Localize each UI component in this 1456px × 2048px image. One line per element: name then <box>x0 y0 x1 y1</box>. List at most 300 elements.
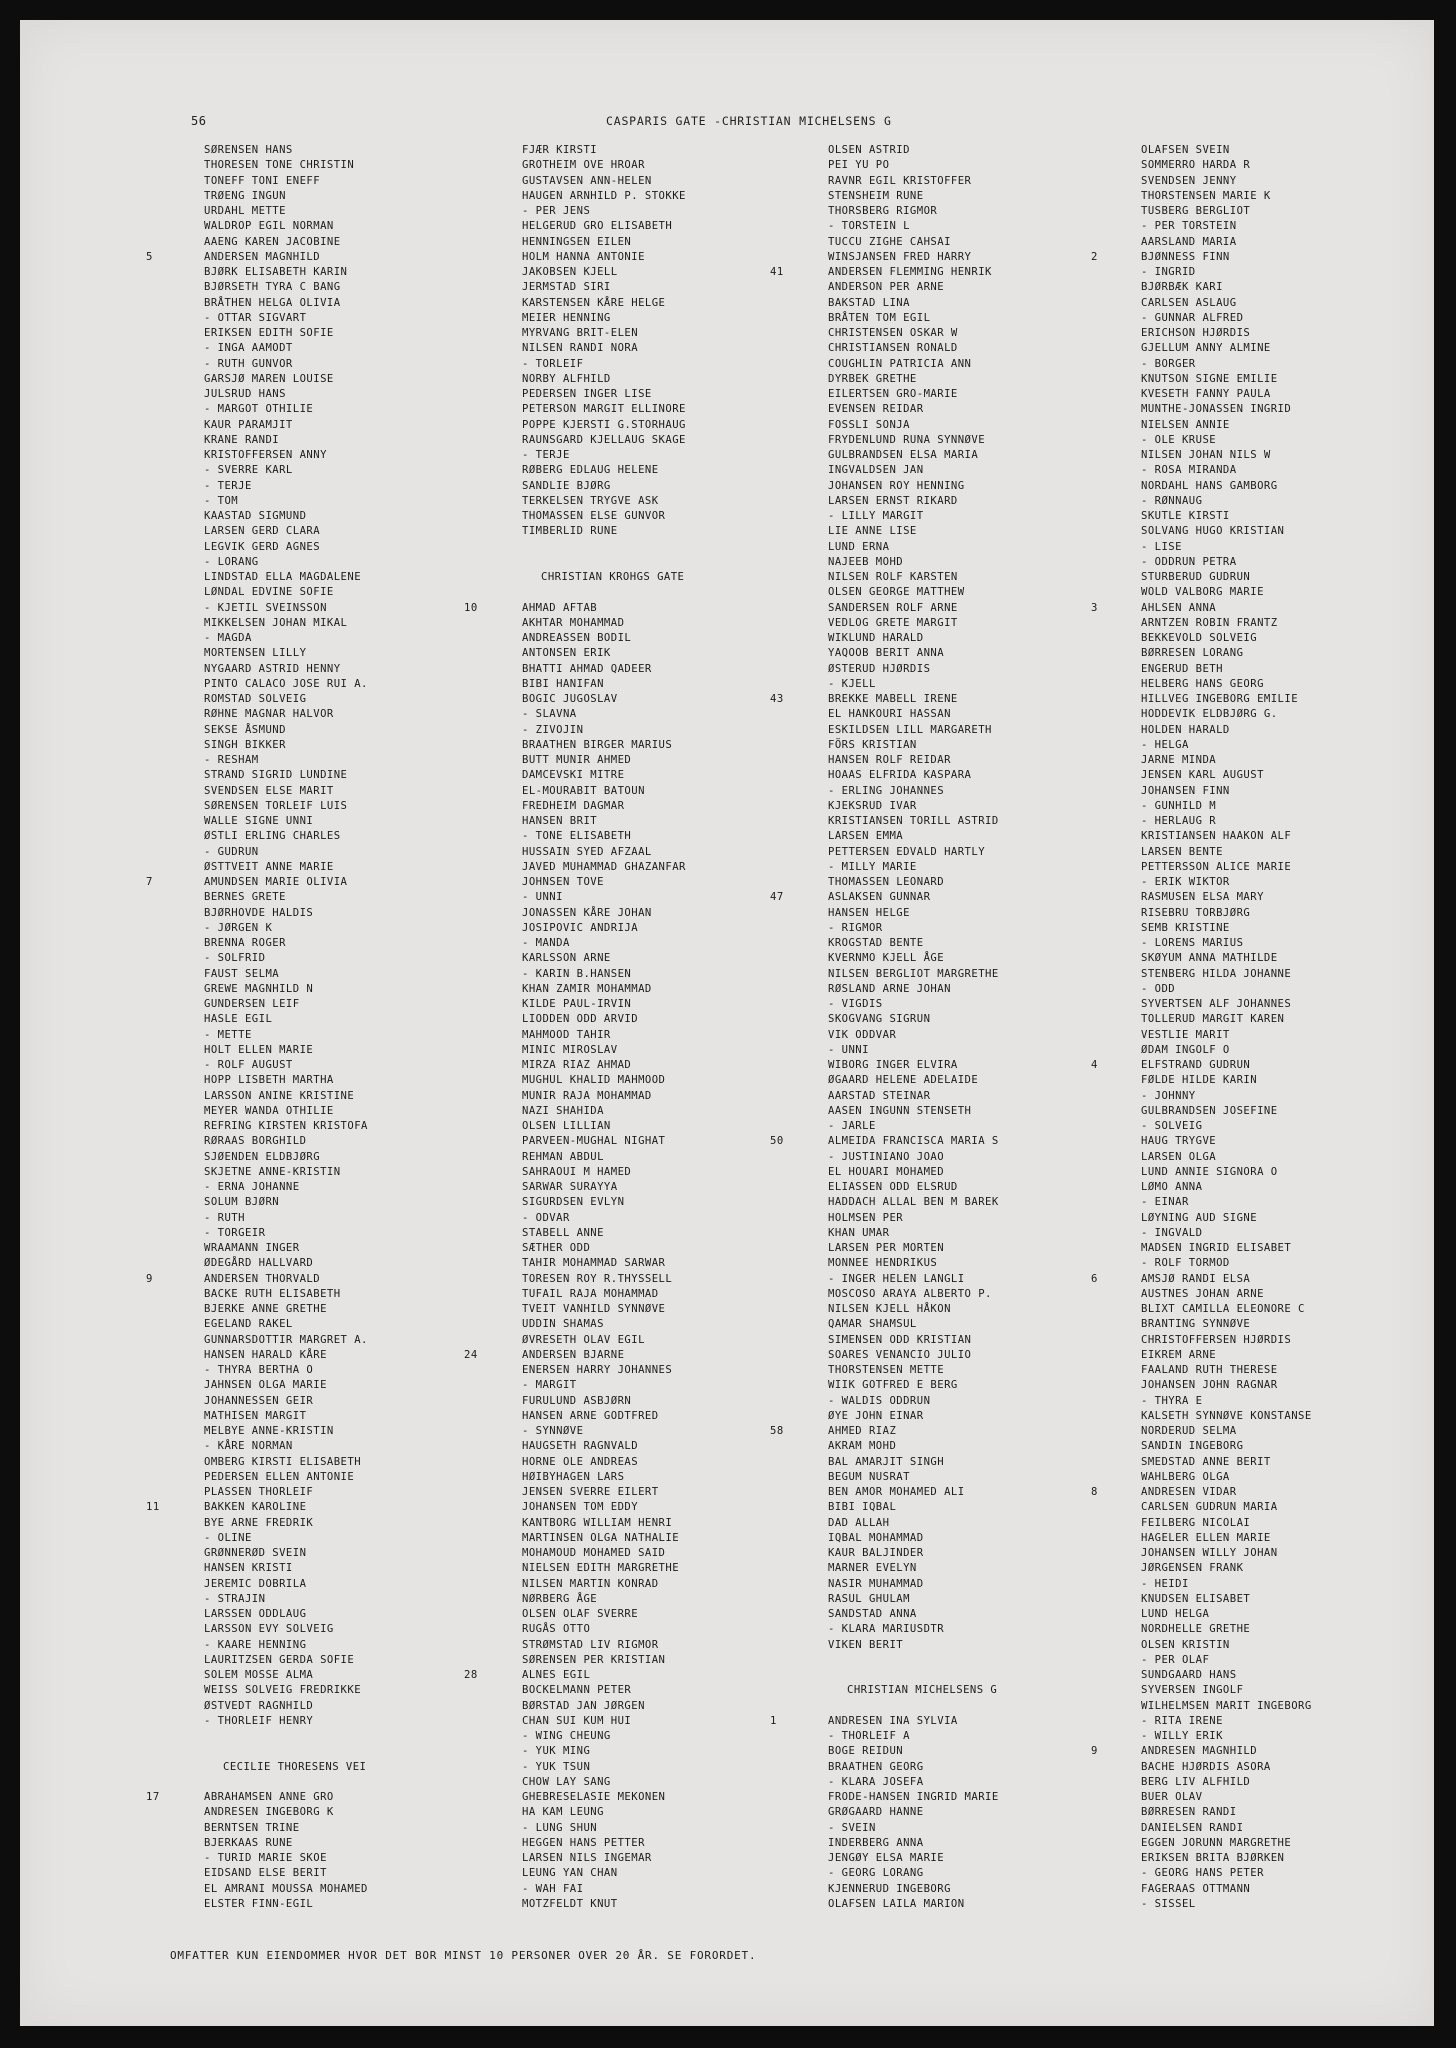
resident-name: SOLUM BJØRN <box>204 1196 280 1209</box>
resident-name: - OTTAR SIGVART <box>204 311 307 324</box>
resident-entry <box>146 524 456 539</box>
resident-name: DAD ALLAH <box>828 1516 890 1529</box>
blank-line <box>146 1744 456 1759</box>
resident-entry <box>464 906 774 921</box>
resident-name: - JUSTINIANO JOAO <box>828 1150 945 1163</box>
resident-name: - TURID MARIE SKOE <box>204 1852 327 1864</box>
resident-entry <box>464 1150 774 1165</box>
house-number: 9 <box>146 1272 153 1285</box>
resident-name: MEIER HENNING <box>522 311 611 324</box>
resident-entry <box>146 448 456 463</box>
house-number: 9 <box>1091 1745 1098 1758</box>
resident-name: PEDERSEN ELLEN ANTONIE <box>204 1470 355 1483</box>
resident-name: GREWE MAGNHILD N <box>204 982 314 995</box>
resident-name: - TORLEIF <box>522 357 584 370</box>
resident-entry <box>1091 845 1391 860</box>
resident-entry <box>146 1195 456 1210</box>
resident-entry <box>770 1226 1080 1241</box>
resident-entry <box>770 250 1080 265</box>
resident-name: - LILLY MARGIT <box>828 510 924 522</box>
resident-name: HENNINGSEN EILEN <box>522 235 632 248</box>
resident-name: KARSTENSEN KÅRE HELGE <box>522 296 666 309</box>
resident-name: WALLE SIGNE UNNI <box>204 815 314 827</box>
resident-entry <box>464 1897 774 1912</box>
resident-entry <box>146 601 456 616</box>
resident-entry <box>146 1119 456 1134</box>
resident-name: SKØYUM ANNA MATHILDE <box>1141 952 1278 965</box>
resident-name: - WAH FAI <box>522 1882 584 1895</box>
resident-name: BRÅTHEN HELGA OLIVIA <box>204 296 341 309</box>
resident-entry <box>1091 189 1391 204</box>
resident-entry <box>1091 967 1391 982</box>
resident-name: HØIBYHAGEN LARS <box>522 1470 625 1483</box>
resident-name: LUND ANNIE SIGNORA O <box>1141 1165 1278 1178</box>
resident-name: - GEORG HANS PETER <box>1141 1867 1264 1880</box>
resident-entry <box>1091 1790 1391 1805</box>
resident-entry <box>464 951 774 966</box>
street-name: CECILIE THORESENS VEI <box>223 1760 367 1773</box>
resident-entry <box>146 814 456 829</box>
resident-name: ERIKSEN BRITA BJØRKEN <box>1141 1852 1285 1864</box>
resident-entry <box>146 311 456 326</box>
resident-name: ANDRESEN MAGNHILD <box>1141 1745 1258 1758</box>
resident-entry <box>146 1150 456 1165</box>
resident-entry <box>464 631 774 646</box>
resident-name: - ZIVOJIN <box>522 723 584 736</box>
resident-name: ANDREASSEN BODIL <box>522 632 632 644</box>
blank-line <box>770 1699 1080 1714</box>
resident-entry <box>146 1317 456 1332</box>
resident-name: THORESEN TONE CHRISTIN <box>204 159 355 172</box>
resident-name: WIBORG INGER ELVIRA <box>828 1059 958 1071</box>
resident-name: BUER OLAV <box>1141 1791 1203 1803</box>
resident-name: JØRGENSEN FRANK <box>1141 1562 1244 1575</box>
resident-entry <box>464 1622 774 1637</box>
resident-name: HAUG TRYGVE <box>1141 1135 1217 1148</box>
resident-name: NILSEN JOHAN NILS W <box>1141 449 1271 461</box>
resident-entry <box>464 1714 774 1729</box>
resident-entry <box>464 433 774 448</box>
resident-entry <box>146 357 456 372</box>
resident-name: ØSTVEDT RAGNHILD <box>204 1699 314 1712</box>
resident-name: HORNE OLE ANDREAS <box>522 1455 639 1468</box>
resident-name: OLSEN LILLIAN <box>522 1120 611 1132</box>
resident-entry <box>1091 906 1391 921</box>
resident-name: SMEDSTAD ANNE BERIT <box>1141 1455 1271 1468</box>
resident-name: LARSSEN ODDLAUG <box>204 1608 307 1620</box>
resident-name: - GUNHILD M <box>1141 799 1217 812</box>
resident-name: JOHANSEN ROY HENNING <box>828 479 965 492</box>
resident-name: FJÆR KIRSTI <box>522 144 598 156</box>
resident-entry <box>1091 1805 1391 1820</box>
resident-entry <box>146 1409 456 1424</box>
resident-name: HANSEN HARALD KÅRE <box>204 1348 327 1361</box>
resident-entry <box>1091 1546 1391 1561</box>
resident-entry <box>464 1348 774 1363</box>
resident-entry <box>770 433 1080 448</box>
resident-entry <box>770 1790 1080 1805</box>
resident-name: - UNNI <box>522 891 563 904</box>
resident-entry <box>146 1287 456 1302</box>
resident-name: BRAATHEN BIRGER MARIUS <box>522 738 673 751</box>
resident-entry <box>464 753 774 768</box>
resident-name: BØRRESEN RANDI <box>1141 1806 1237 1819</box>
resident-name: THORSBERG RIGMOR <box>828 205 938 217</box>
resident-name: MARNER EVELYN <box>828 1562 917 1575</box>
resident-name: HOLT ELLEN MARIE <box>204 1043 314 1056</box>
resident-name: YAQOOB BERIT ANNA <box>828 647 945 660</box>
page-header <box>20 114 1434 134</box>
resident-name: GRØNNERØD SVEIN <box>204 1547 307 1559</box>
resident-name: RASUL GHULAM <box>828 1592 910 1605</box>
resident-name: TAHIR MOHAMMAD SARWAR <box>522 1257 666 1270</box>
resident-name: - RUTH GUNVOR <box>204 357 293 370</box>
resident-entry <box>1091 1012 1391 1027</box>
resident-name: - MARGOT OTHILIE <box>204 403 314 416</box>
resident-name: - UNNI <box>828 1043 869 1056</box>
resident-entry <box>146 1699 456 1714</box>
resident-entry <box>146 265 456 280</box>
resident-name: GUNNARSDOTTIR MARGRET A. <box>204 1333 368 1346</box>
resident-entry <box>1091 738 1391 753</box>
resident-entry <box>146 1012 456 1027</box>
resident-entry <box>1091 1211 1391 1226</box>
resident-entry <box>770 1744 1080 1759</box>
resident-entry <box>464 387 774 402</box>
column-3 <box>770 143 1080 1912</box>
resident-entry <box>146 1805 456 1820</box>
resident-entry <box>1091 1028 1391 1043</box>
resident-entry <box>770 296 1080 311</box>
resident-name: LUND ERNA <box>828 540 890 553</box>
column-1 <box>146 143 456 1912</box>
resident-entry <box>464 1516 774 1531</box>
resident-name: SJØENDEN ELDBJØRG <box>204 1150 321 1163</box>
house-number: 2 <box>1091 250 1098 263</box>
resident-name: KJENNERUD INGEBORG <box>828 1882 951 1895</box>
resident-name: HA KAM LEUNG <box>522 1806 604 1819</box>
running-head: CASPARIS GATE -CHRISTIAN MICHELSENS G <box>606 114 892 128</box>
resident-entry <box>464 1760 774 1775</box>
resident-name: HADDACH ALLAL BEN M BAREK <box>828 1196 999 1209</box>
resident-entry <box>464 677 774 692</box>
house-number: 41 <box>770 266 784 278</box>
resident-name: BLIXT CAMILLA ELEONORE C <box>1141 1303 1305 1315</box>
resident-name: STRØMSTAD LIV RIGMOR <box>522 1638 659 1651</box>
resident-entry <box>770 753 1080 768</box>
resident-name: KNUTSON SIGNE EMILIE <box>1141 372 1278 385</box>
resident-name: HANSEN ARNE GODTFRED <box>522 1409 659 1422</box>
resident-name: EL-MOURABIT BATOUN <box>522 784 645 797</box>
resident-name: NIELSEN ANNIE <box>1141 418 1230 431</box>
resident-entry <box>146 646 456 661</box>
street-name: CHRISTIAN KROHGS GATE <box>541 571 685 583</box>
resident-name: - HERLAUG R <box>1141 815 1217 827</box>
resident-name: BERG LIV ALFHILD <box>1141 1775 1251 1788</box>
resident-entry <box>770 509 1080 524</box>
resident-entry <box>464 1165 774 1180</box>
resident-entry <box>146 1790 456 1805</box>
resident-name: HANSEN KRISTI <box>204 1562 293 1575</box>
resident-name: VESTLIE MARIT <box>1141 1028 1230 1041</box>
resident-entry <box>1091 997 1391 1012</box>
resident-entry <box>1091 1485 1391 1500</box>
resident-name: FAALAND RUTH THERESE <box>1141 1364 1278 1376</box>
resident-name: - TORGEIR <box>204 1226 266 1239</box>
resident-entry <box>770 570 1080 585</box>
resident-entry <box>464 1424 774 1439</box>
resident-name: TERKELSEN TRYGVE ASK <box>522 494 659 507</box>
resident-name: TUFAIL RAJA MOHAMMAD <box>522 1287 659 1300</box>
resident-name: THOMASSEN LEONARD <box>828 876 945 888</box>
resident-name: BOCKELMANN PETER <box>522 1684 632 1697</box>
resident-name: BJERKE ANNE GRETHE <box>204 1303 327 1315</box>
resident-name: LARSSON EVY SOLVEIG <box>204 1623 334 1636</box>
resident-entry <box>464 174 774 189</box>
resident-entry <box>464 1607 774 1622</box>
resident-entry <box>464 1241 774 1256</box>
resident-entry <box>1091 1836 1391 1851</box>
resident-entry <box>770 219 1080 234</box>
resident-entry <box>464 1333 774 1348</box>
resident-entry <box>770 1439 1080 1454</box>
resident-name: EIDSAND ELSE BERIT <box>204 1867 327 1880</box>
resident-entry <box>770 1302 1080 1317</box>
resident-name: - GUNNAR ALFRED <box>1141 311 1244 324</box>
resident-entry <box>464 1012 774 1027</box>
resident-name: - INGVALD <box>1141 1226 1203 1239</box>
resident-entry <box>1091 1760 1391 1775</box>
resident-entry <box>464 1683 774 1698</box>
resident-name: AHMED RIAZ <box>828 1425 897 1437</box>
resident-entry <box>146 1348 456 1363</box>
resident-name: - THORLEIF A <box>828 1730 910 1742</box>
resident-name: ALNES EGIL <box>522 1669 591 1681</box>
resident-name: GRØGAARD HANNE <box>828 1806 924 1819</box>
resident-entry <box>146 1516 456 1531</box>
resident-name: - TERJE <box>522 449 570 461</box>
resident-name: ENERSEN HARRY JOHANNES <box>522 1364 673 1376</box>
resident-name: THORSTENSEN MARIE K <box>1141 189 1271 202</box>
house-number: 24 <box>464 1348 478 1361</box>
resident-entry <box>770 311 1080 326</box>
resident-entry <box>770 1897 1080 1912</box>
resident-name: ABRAHAMSEN ANNE GRO <box>204 1791 334 1803</box>
house-number: 50 <box>770 1135 784 1148</box>
resident-name: ELFSTRAND GUDRUN <box>1141 1059 1251 1071</box>
resident-entry <box>770 616 1080 631</box>
resident-name: NILSEN MARTIN KONRAD <box>522 1577 659 1590</box>
resident-entry <box>464 1302 774 1317</box>
resident-name: ANDERSEN BJARNE <box>522 1348 625 1361</box>
resident-entry <box>770 1180 1080 1195</box>
resident-entry <box>770 845 1080 860</box>
resident-name: PEI YU PO <box>828 159 890 172</box>
resident-entry <box>464 1089 774 1104</box>
resident-entry <box>770 1165 1080 1180</box>
resident-name: - SISSEL <box>1141 1897 1196 1910</box>
resident-name: - INGER HELEN LANGLI <box>828 1272 965 1285</box>
resident-entry <box>1091 1561 1391 1576</box>
resident-entry <box>146 204 456 219</box>
resident-entry <box>146 951 456 966</box>
resident-entry <box>770 326 1080 341</box>
resident-entry <box>1091 1333 1391 1348</box>
resident-entry <box>146 1394 456 1409</box>
resident-entry <box>770 1394 1080 1409</box>
resident-entry <box>770 1714 1080 1729</box>
resident-name: GUNDERSEN LEIF <box>204 998 300 1010</box>
resident-entry <box>464 143 774 158</box>
resident-entry <box>770 631 1080 646</box>
resident-name: JOHANSEN TOM EDDY <box>522 1501 639 1514</box>
resident-name: JENGØY ELSA MARIE <box>828 1852 945 1864</box>
resident-entry <box>146 235 456 250</box>
resident-entry <box>770 265 1080 280</box>
resident-name: MARTINSEN OLGA NATHALIE <box>522 1531 680 1544</box>
resident-entry <box>146 829 456 844</box>
resident-name: ASLAKSEN GUNNAR <box>828 891 931 904</box>
resident-entry <box>464 646 774 661</box>
resident-entry <box>464 1134 774 1149</box>
resident-entry <box>146 219 456 234</box>
resident-name: MYRVANG BRIT-ELEN <box>522 327 639 339</box>
resident-entry <box>464 1119 774 1134</box>
resident-entry <box>146 997 456 1012</box>
resident-name: BEN AMOR MOHAMED ALI <box>828 1486 965 1498</box>
resident-entry <box>770 1577 1080 1592</box>
resident-entry <box>770 1409 1080 1424</box>
resident-name: NAZI SHAHIDA <box>522 1104 604 1117</box>
resident-name: - YUK MING <box>522 1745 591 1758</box>
resident-name: OLAFSEN LAILA MARION <box>828 1897 965 1910</box>
resident-name: - HELGA <box>1141 738 1189 751</box>
resident-name: - TOM <box>204 494 239 507</box>
resident-entry <box>146 1653 456 1668</box>
resident-name: STENSHEIM RUNE <box>828 189 924 202</box>
resident-name: HAGELER ELLEN MARIE <box>1141 1531 1271 1544</box>
resident-entry <box>146 799 456 814</box>
resident-name: - TERJE <box>204 479 252 492</box>
resident-name: GULBRANDSEN JOSEFINE <box>1141 1104 1278 1117</box>
resident-entry <box>1091 936 1391 951</box>
resident-name: LØYNING AUD SIGNE <box>1141 1211 1258 1224</box>
resident-name: BJØRSETH TYRA C BANG <box>204 281 341 294</box>
resident-name: FURULUND ASBJØRN <box>522 1394 632 1407</box>
resident-entry <box>1091 1424 1391 1439</box>
resident-entry <box>464 1226 774 1241</box>
resident-name: FOSSLI SONJA <box>828 418 910 431</box>
resident-entry <box>464 768 774 783</box>
resident-entry <box>464 204 774 219</box>
resident-entry <box>464 860 774 875</box>
resident-entry <box>464 1836 774 1851</box>
resident-name: JENSEN KARL AUGUST <box>1141 769 1264 782</box>
resident-entry <box>770 1195 1080 1210</box>
resident-name: CHRISTOFFERSEN HJØRDIS <box>1141 1333 1292 1346</box>
resident-name: CHRISTENSEN OSKAR W <box>828 327 958 339</box>
resident-name: RUGÅS OTTO <box>522 1623 591 1636</box>
resident-entry <box>146 1104 456 1119</box>
resident-name: CARLSEN ASLAUG <box>1141 296 1237 309</box>
resident-entry <box>1091 1363 1391 1378</box>
blank-line <box>464 540 774 555</box>
resident-entry <box>464 1058 774 1073</box>
resident-name: NORDHELLE GRETHE <box>1141 1623 1251 1636</box>
resident-name: - PER JENS <box>522 205 591 217</box>
resident-entry <box>464 402 774 417</box>
resident-name: KARLSSON ARNE <box>522 952 611 965</box>
resident-entry <box>770 1866 1080 1881</box>
resident-name: ERIKSEN EDITH SOFIE <box>204 327 334 339</box>
resident-name: MAHMOOD TAHIR <box>522 1028 611 1041</box>
resident-name: - LORANG <box>204 555 259 568</box>
resident-entry <box>464 1363 774 1378</box>
resident-name: KJEKSRUD IVAR <box>828 799 917 812</box>
resident-name: SUNDGAARD HANS <box>1141 1669 1237 1681</box>
resident-name: - PER TORSTEIN <box>1141 220 1237 233</box>
resident-name: - RUTH <box>204 1211 245 1224</box>
resident-name: HOAAS ELFRIDA KASPARA <box>828 769 972 782</box>
resident-name: MEYER WANDA OTHILIE <box>204 1104 334 1117</box>
resident-entry <box>146 1211 456 1226</box>
resident-entry <box>146 982 456 997</box>
resident-entry <box>770 1836 1080 1851</box>
resident-entry <box>770 967 1080 982</box>
resident-name: AMSJØ RANDI ELSA <box>1141 1272 1251 1285</box>
resident-entry <box>146 738 456 753</box>
resident-entry <box>1091 1378 1391 1393</box>
resident-entry <box>770 235 1080 250</box>
resident-entry <box>146 433 456 448</box>
resident-name: JONASSEN KÅRE JOHAN <box>522 906 652 919</box>
resident-name: OLAFSEN SVEIN <box>1141 144 1230 156</box>
resident-entry <box>464 1882 774 1897</box>
resident-entry <box>464 997 774 1012</box>
resident-name: FRYDENLUND RUNA SYNNØVE <box>828 433 986 446</box>
resident-name: KVESETH FANNY PAULA <box>1141 388 1271 400</box>
resident-name: - ROSA MIRANDA <box>1141 464 1237 477</box>
resident-name: HELBERG HANS GEORG <box>1141 677 1264 690</box>
resident-entry <box>1091 1165 1391 1180</box>
resident-entry <box>1091 1317 1391 1332</box>
resident-entry <box>770 1546 1080 1561</box>
resident-entry <box>146 1241 456 1256</box>
resident-name: WIIK GOTFRED E BERG <box>828 1379 958 1392</box>
resident-name: - HEIDI <box>1141 1577 1189 1590</box>
house-number: 4 <box>1091 1059 1098 1071</box>
resident-entry <box>770 1119 1080 1134</box>
resident-name: SIMENSEN ODD KRISTIAN <box>828 1333 972 1346</box>
resident-entry <box>1091 1866 1391 1881</box>
resident-name: WIKLUND HARALD <box>828 632 924 644</box>
resident-name: BRENNA ROGER <box>204 937 286 949</box>
resident-name: NYGAARD ASTRID HENNY <box>204 662 341 675</box>
blank-line <box>464 555 774 570</box>
resident-name: BRAATHEN GEORG <box>828 1760 924 1773</box>
resident-entry <box>464 1851 774 1866</box>
resident-name: SANDERSEN ROLF ARNE <box>828 601 958 614</box>
resident-entry <box>1091 1226 1391 1241</box>
resident-name: NORDAHL HANS GAMBORG <box>1141 479 1278 492</box>
resident-entry <box>1091 1699 1391 1714</box>
resident-entry <box>464 1028 774 1043</box>
resident-entry <box>1091 1851 1391 1866</box>
resident-entry <box>146 1546 456 1561</box>
resident-entry <box>464 1043 774 1058</box>
resident-name: HAUGSETH RAGNVALD <box>522 1440 639 1453</box>
resident-entry <box>770 402 1080 417</box>
